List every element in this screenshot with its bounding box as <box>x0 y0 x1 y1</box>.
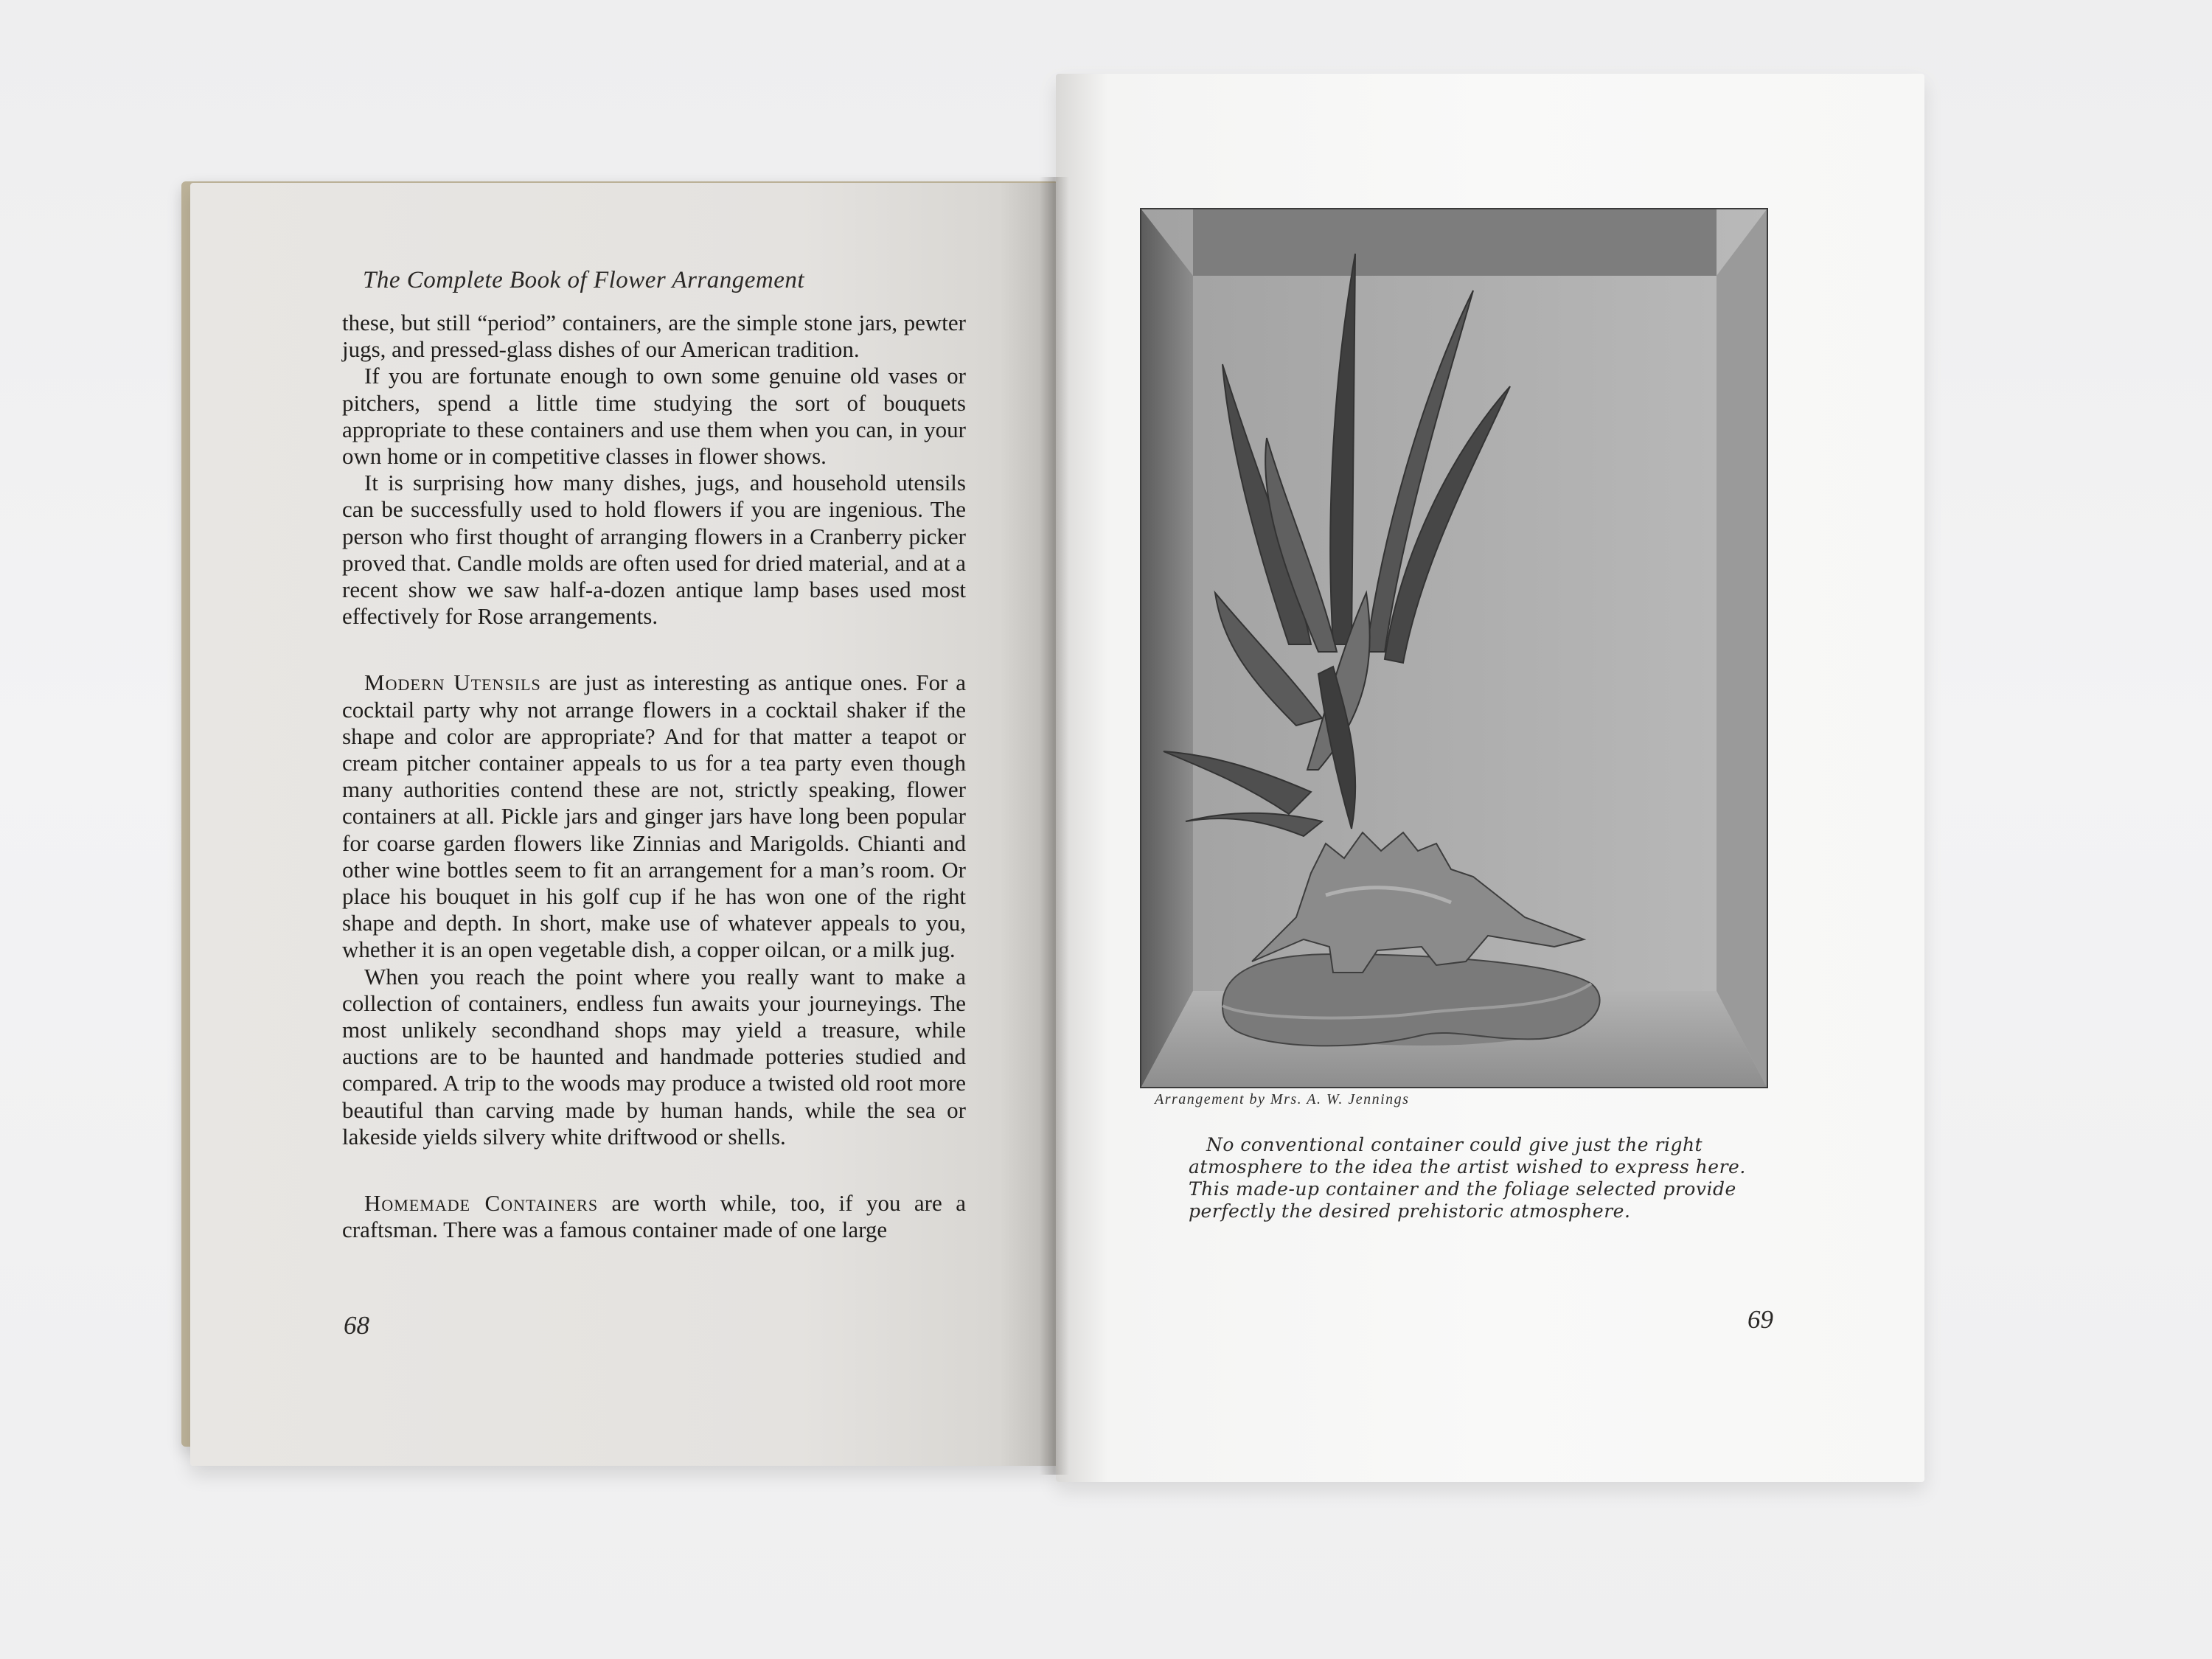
paragraph <box>342 964 966 1150</box>
caption-line: No conventional container could give just the right <box>1206 1134 1703 1155</box>
paragraph <box>342 669 966 963</box>
caption-line: This made-up container and the foliage selected provide <box>1189 1178 1736 1200</box>
paragraph-text: It is surprising how many dishes, jugs, and household utensils can be successfully used to hold flowers if you are ingenious. The person who first thought of arranging flowers in a Cranberry picker proved that. Candle molds are often used for dried material, and at a recent show we saw half-a-dozen antique lamp bases used most effectively for Rose arrangements. <box>342 470 966 630</box>
left-page-body <box>342 310 966 1244</box>
paragraph-text: are just as interesting as antique ones. For a cocktail party why not arrange flowers in a cocktail shaker if the shape and color are appropriate? And for that matter a teapot or cream pitcher container appeals to us for a tea party even though many authorities contend these are not, strictly speaking, flower containers at all. Pickle jars and ginger jars have long been popular for coarse garden flowers like Zinnias and Marigolds. Chianti and other wine bottles seem to fit an arrangement for a man’s room. Or place his bouquet in his golf cup if he has won one of the right shape and depth. In short, make use of whatever appeals to you, whether it is an open vegetable dish, a copper oilcan, or a milk jug. <box>342 669 966 963</box>
photo-credit: Arrangement by Mrs. A. W. Jennings <box>1155 1091 1410 1107</box>
caption-line: perfectly the desired prehistoric atmosphere. <box>1189 1200 1631 1222</box>
page-number-right: 69 <box>1747 1305 1773 1334</box>
paragraph <box>342 310 966 363</box>
section-lead-in: Modern Utensils <box>364 669 541 696</box>
paragraph-text: When you reach the point where you really want to make a collection of containers, endless fun awaits your journeyings. The most unlikely secondhand shops may yield a treasure, while auctions are to be haunted and handmade potteries studied and compared. A trip to the woods may produce a twisted old root more beautiful than carving made by human hands, while the sea or lakeside yields silvery white driftwood or shells. <box>342 963 966 1150</box>
paragraph-text: these, but still “period” containers, are the simple stone jars, pewter jugs, and pressed-glass dishes of our American tradition. <box>342 310 966 363</box>
book-gutter <box>1040 177 1069 1475</box>
page-number-left: 68 <box>344 1311 369 1340</box>
paragraph <box>342 470 966 630</box>
paragraph <box>342 1190 966 1243</box>
section-lead-in: Homemade Containers <box>364 1190 599 1217</box>
photo-caption <box>1180 1134 1746 1222</box>
paragraph <box>342 363 966 470</box>
paragraph-text: If you are fortunate enough to own some genuine old vases or pitchers, spend a little time studying the sort of bouquets appropriate to these containers and use them when you can, in your own home or in competitive classes in flower shows. <box>342 363 966 470</box>
caption-line: atmosphere to the idea the artist wished to express here. <box>1189 1156 1746 1178</box>
arrangement-photo <box>1140 208 1768 1088</box>
running-head: The Complete Book of Flower Arrangement <box>363 267 805 293</box>
paragraph-text: are worth while, too, if you are a craftsman. There was a famous container made of one large <box>342 1190 966 1243</box>
